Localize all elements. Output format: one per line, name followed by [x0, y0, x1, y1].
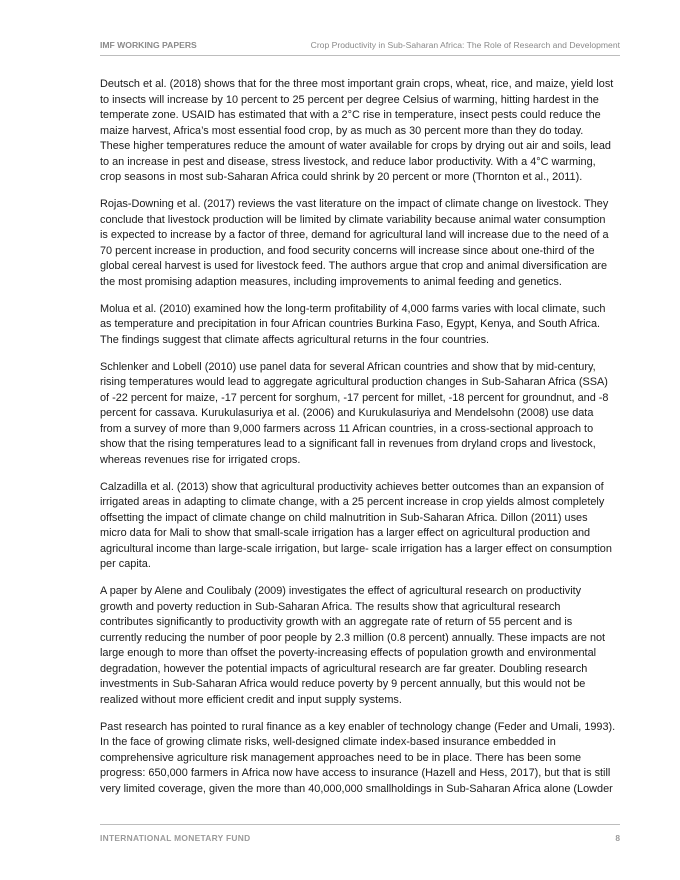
text-line: of -22 percent for maize, -17 percent for sorghum, -17 percent for millet, -18 percent for groundnut, and -8	[100, 391, 609, 404]
text-line: comprehensive agriculture risk management approaches need to be in place. There has been some	[100, 751, 582, 764]
paragraph	[100, 584, 630, 708]
paragraph	[100, 197, 630, 290]
text-line: The findings suggest that climate affects agricultural returns in the four countries.	[100, 333, 490, 346]
text-line: offsetting the impact of climate change on child malnutrition in Sub-Saharan Africa. Dillon (2011) uses	[100, 511, 588, 524]
text-line: conclude that livestock production will be limited by climate variability because animal water consumption	[100, 213, 606, 226]
text-line: Molua et al. (2010) examined how the long-term profitability of 4,000 farms varies with local climate, such	[100, 302, 606, 315]
text-line: degradation, however the potential impacts of agricultural research are far greater. Doubling research	[100, 662, 588, 675]
text-line: very limited coverage, given the more than 40,000,000 smallholdings in Sub-Saharan Africa alone (Lowder	[100, 782, 613, 795]
text-line: maize harvest, Africa’s most essential food crop, by as much as 30 percent more than they do today.	[100, 124, 584, 137]
text-line: These higher temperatures reduce the amount of water available for crops by drying out air and soils, lead	[100, 140, 611, 152]
paragraph	[100, 302, 630, 349]
text-line: irrigated areas in adapting to climate change, with a 25 percent increase in crop yields almost completely	[100, 496, 605, 508]
text-line: whereas revenues rise for irrigated crops.	[100, 453, 301, 466]
text-line: Rojas-Downing et al. (2017) reviews the vast literature on the impact of climate change on livestock. They	[100, 198, 609, 210]
text-line: In the face of growing climate risks, well-designed climate index-based insurance embedded in	[100, 736, 556, 748]
text-line: rising temperatures would lead to aggregate agricultural production changes in Sub-Saharan Africa (SSA)	[100, 376, 608, 388]
text-line: crop seasons in most sub-Saharan Africa could shrink by 20 percent or more (Thornton et al., 2011).	[100, 171, 583, 183]
text-line: to insects will increase by 10 percent to 25 percent per degree Celsius of warming, hitting hardest in the	[100, 93, 599, 106]
text-line: from a survey of more than 9,000 farmers across 11 African countries, in a cross-sectional approach to	[100, 422, 594, 435]
text-line: percent for cassava. Kurukulasuriya et al. (2006) and Kurukulasuriya and Mendelsohn (2008) use data	[100, 407, 594, 419]
text-line: to an increase in pest and disease, stress livestock, and reduce labor productivity. With a 4°C warming,	[100, 155, 596, 168]
text-line: micro data for Mali to show that small-scale irrigation has a larger effect on agricultural production and	[100, 527, 591, 539]
text-line: per capita.	[100, 558, 151, 570]
page-header	[100, 39, 620, 56]
footer-org: INTERNATIONAL MONETARY FUND	[100, 833, 251, 843]
text-line: as temperature and precipitation in four African countries Burkina Faso, Egypt, Kenya, and South Africa.	[100, 318, 601, 330]
text-line: 70 percent increase in production, and food security concerns will increase since about one-third of the	[100, 244, 595, 257]
paragraph	[100, 720, 630, 798]
text-line: temperate zone. USAID has estimated that with a 2°C rise in temperature, insect pests could reduce the	[100, 109, 601, 121]
text-line: Schlenker and Lobell (2010) use panel data for several African countries and show that by mid-century,	[100, 360, 596, 373]
document-body	[100, 77, 630, 809]
text-line: realized without more efficient credit and input supply systems.	[100, 693, 402, 706]
text-line: large enough to more than offset the poverty-increasing effects of population growth and environmental	[100, 647, 597, 659]
text-line: the most promising adaption measures, including improvements to animal feeding and genetics.	[100, 275, 562, 288]
text-line: investments in Sub-Saharan Africa would reduce poverty by 9 percent annually, but this would not be	[100, 678, 586, 690]
text-line: Past research has pointed to rural finance as a key enabler of technology change (Feder and Umali, 1993).	[100, 720, 616, 733]
text-line: A paper by Alene and Coulibaly (2009) investigates the effect of agricultural research on productivity	[100, 585, 582, 597]
text-line: currently reducing the number of poor people by 2.3 million (0.8 percent) annually. These impacts are not	[100, 631, 606, 644]
text-line: show that the rising temperatures lead to a significant fall in revenues from dryland crops and livestock,	[100, 438, 596, 450]
text-line: Deutsch et al. (2018) shows that for the three most important grain crops, wheat, rice, and maize, yield lost	[100, 78, 614, 90]
text-line: is expected to increase by a factor of three, demand for agricultural land will increase due to the need of a	[100, 229, 609, 241]
text-line: progress: 650,000 farmers in Africa now have access to insurance (Hazell and Hess, 2017), but that is still	[100, 767, 611, 779]
header-series: IMF WORKING PAPERS	[100, 40, 197, 50]
text-line: Calzadilla et al. (2013) show that agricultural productivity achieves better outcomes than an expansion of	[100, 480, 604, 493]
paragraph	[100, 480, 630, 573]
page-number: 8	[615, 833, 620, 843]
text-line: global cereal harvest is used for livestock feed. The authors argue that crop and animal diversification are	[100, 260, 608, 272]
paragraph	[100, 77, 630, 186]
text-line: contributes significantly to productivity growth with an aggregate rate of return of 55 percent and is	[100, 616, 573, 628]
header-title: Crop Productivity in Sub-Saharan Africa: The Role of Research and Development	[310, 40, 620, 50]
text-line: growth and poverty reduction in Sub-Saharan Africa. The results show that agricultural research	[100, 600, 561, 613]
paragraph	[100, 360, 630, 469]
page-footer	[100, 824, 620, 843]
text-line: agricultural income than large-scale irrigation, but large- scale irrigation has a larger effect on consumption	[100, 542, 612, 555]
